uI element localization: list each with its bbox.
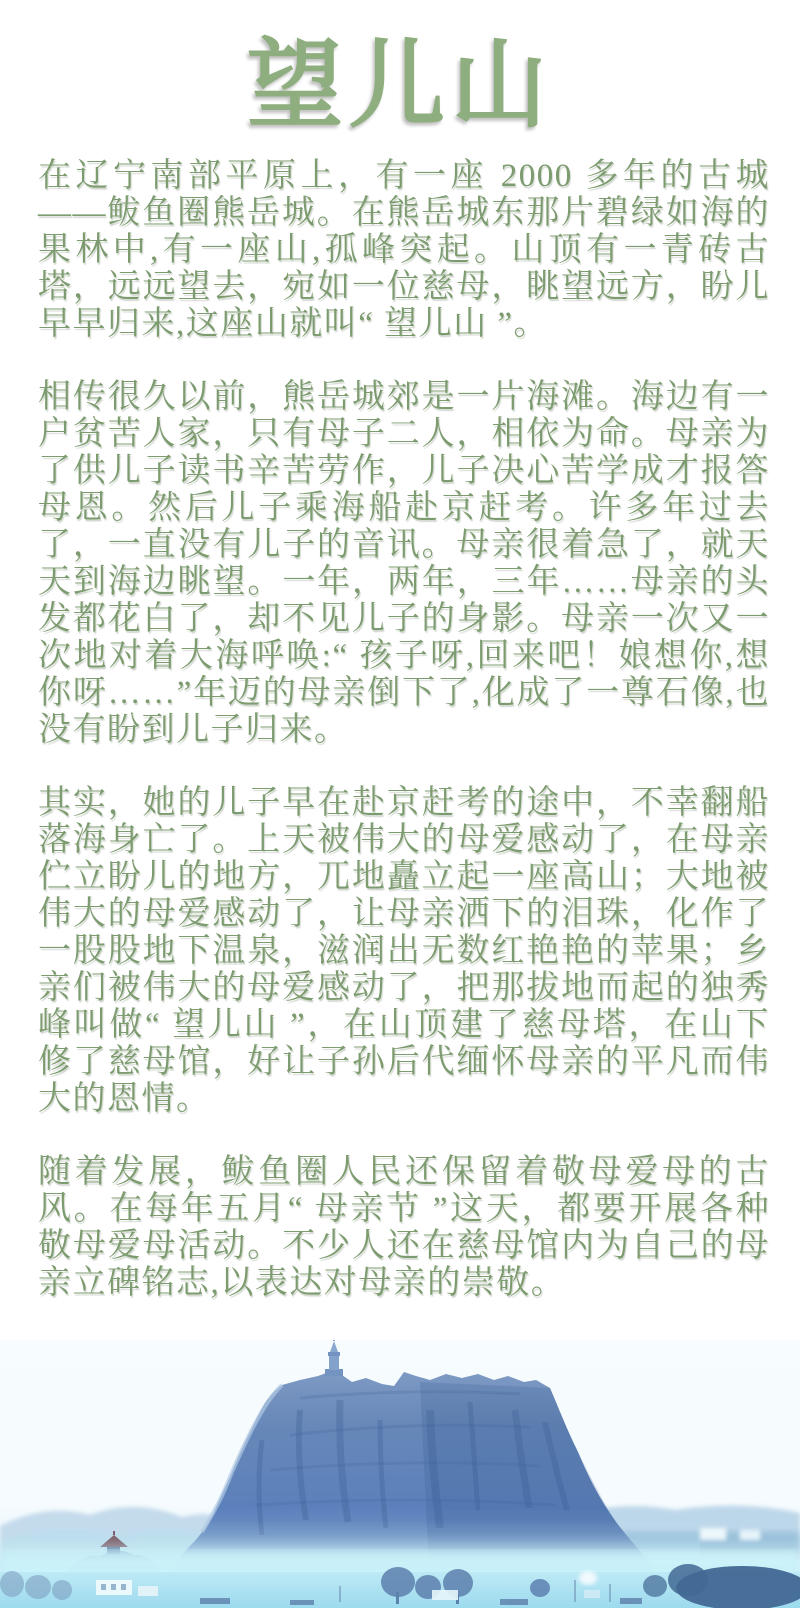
paragraph-1: 在辽宁南部平原上，有一座 2000 多年的古城——鲅鱼圈熊岳城。在熊岳城东那片碧绿如海的果林中,有一座山,孤峰突起。山顶有一青砖古塔，远远望去，宛如一位慈母，眺望远方，盼儿早早归来,这座山就叫“ 望儿山 ”。 bbox=[38, 157, 770, 342]
article-body bbox=[0, 136, 800, 1302]
mountain-photo bbox=[0, 1340, 800, 1608]
mountain-photo-svg bbox=[0, 1340, 800, 1608]
paragraph-3: 其实，她的儿子早在赴京赶考的途中，不幸翻船落海身亡了。上天被伟大的母爱感动了，在母亲伫立盼儿的地方，兀地矗立起一座高山；大地被伟大的母爱感动了，让母亲洒下的泪珠，化作了一股股地下温泉，滋润出无数红艳艳的苹果；乡亲们被伟大的母爱感动了，把那拔地而起的独秀峰叫做“ 望儿山 ”，在山顶建了慈母塔，在山下修了慈母馆，好让子孙后代缅怀母亲的平凡而伟大的恩情。 bbox=[38, 784, 770, 1117]
paragraph-4: 随着发展，鲅鱼圈人民还保留着敬母爱母的古风。在每年五月“ 母亲节 ”这天，都要开展各种敬母爱母活动。不少人还在慈母馆内为自己的母亲立碑铭志,以表达对母亲的崇敬。 bbox=[38, 1153, 770, 1301]
paragraph-2: 相传很久以前，熊岳城郊是一片海滩。海边有一户贫苦人家，只有母子二人，相依为命。母亲为了供儿子读书辛苦劳作，儿子决心苦学成才报答母恩。然后儿子乘海船赴京赶考。许多年过去了，一直没有儿子的音讯。母亲很着急了，就天天到海边眺望。一年，两年，三年……母亲的头发都花白了，却不见儿子的身影。母亲一次又一次地对着大海呼唤:“ 孩子呀,回来吧！娘想你,想你呀……”年迈的母亲倒下了,化成了一尊石像,也没有盼到儿子归来。 bbox=[38, 378, 770, 748]
page-title: 望儿山 bbox=[247, 32, 553, 139]
